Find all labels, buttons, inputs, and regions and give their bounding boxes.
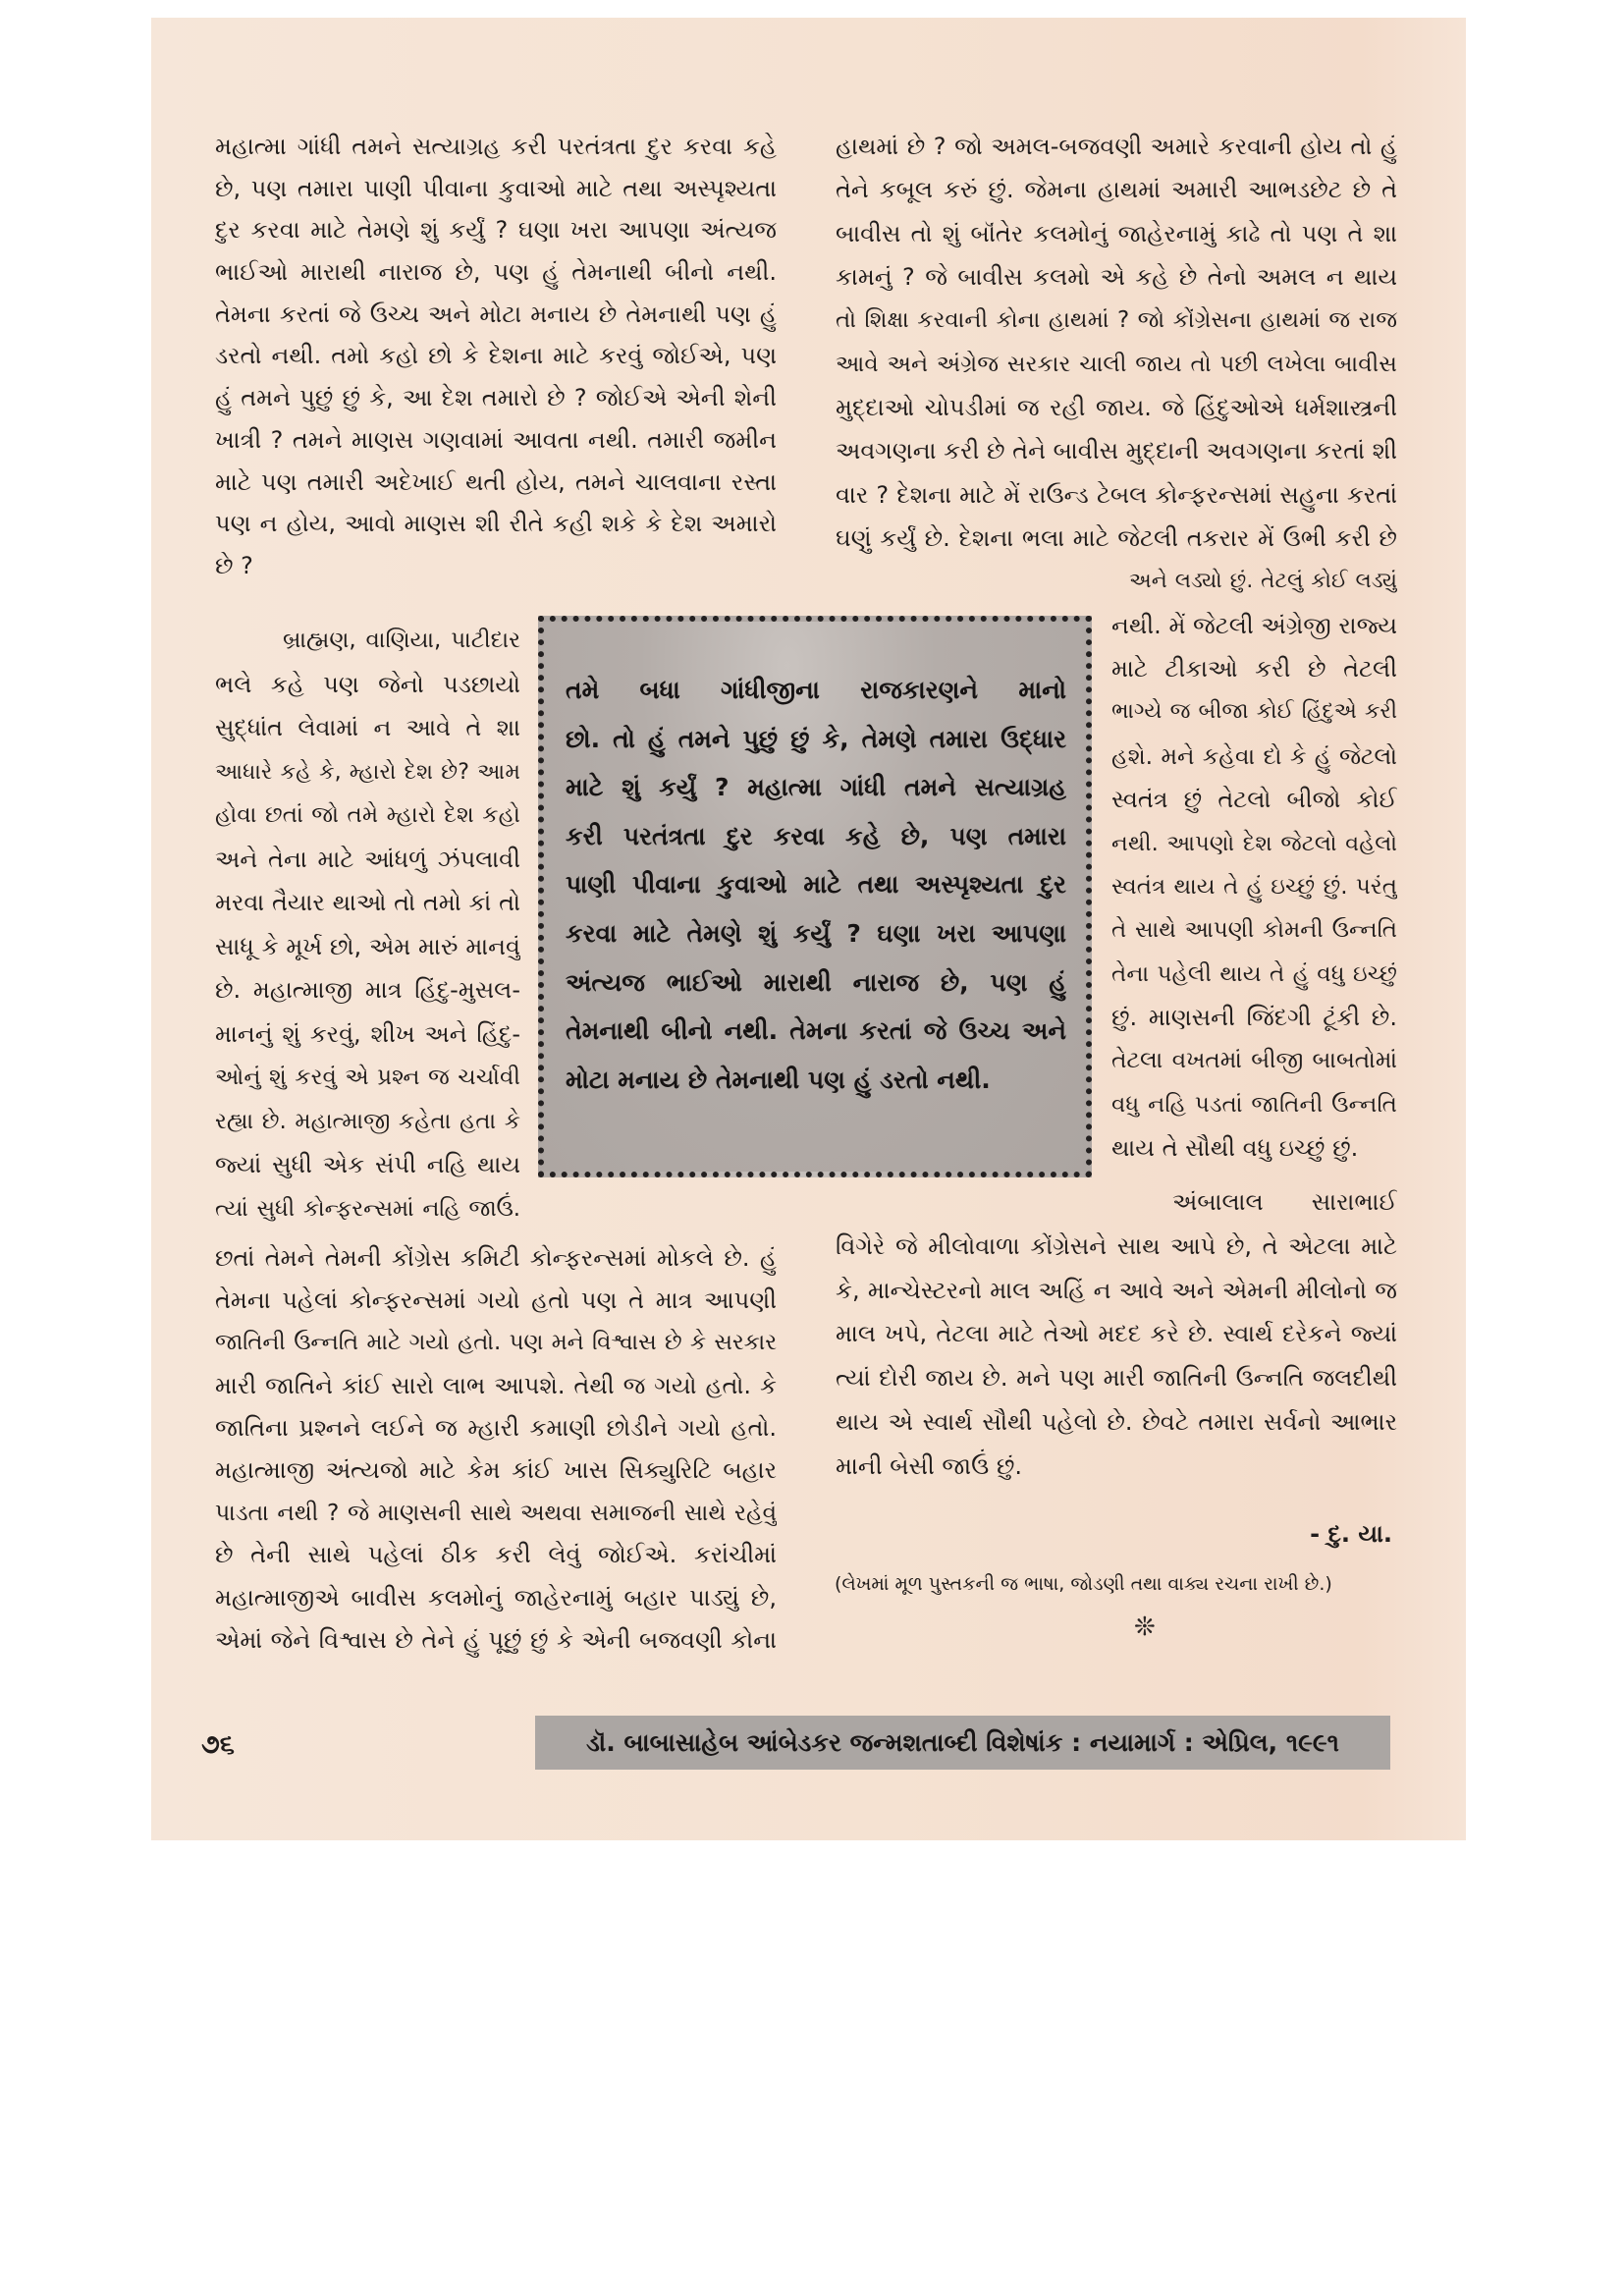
text-line: સ્વતંત્ર થાય તે હું ઇચ્છું છું. પરંતુ [1111, 873, 1397, 900]
text-line: આવે અને અંગ્રેજ સરકાર ચાલી જાય તો પછી લખેલા બાવીસ [836, 351, 1397, 377]
text-line: તે સાથે આપણી કોમની ઉન્નતિ [1111, 917, 1397, 944]
text-line: થાય તે સૌથી વધુ ઇચ્છું છું. [1111, 1133, 1359, 1162]
text-line: માટે ટીકાઓ કરી છે તેટલી [1111, 655, 1397, 683]
text-line: છતાં તેમને તેમની કોંગ્રેસ કમિટી કોન્ફરન્સમાં મોકલે છે. હું [215, 1244, 777, 1272]
text-line: તેટલા વખતમાં બીજી બાબતોમાં [1111, 1047, 1397, 1074]
text-line: છે ? [215, 551, 253, 579]
left-column-top [215, 126, 777, 587]
text-line: જાતિના પ્રશ્નને લઈને જ મ્હારી કમાણી છોડીને ગયો હતો. [215, 1413, 777, 1442]
text-line: મહાત્માજી અંત્યજો માટે કેમ કાંઈ ખાસ સિક્યુરિટિ બહાર [215, 1455, 777, 1484]
pull-quote-line: પાણી પીવાના કુવાઓ માટે તથા અસ્પૃશ્યતા દુર [566, 870, 1066, 900]
text-line: અને તેના માટે આંધળું ઝંપલાવી [215, 845, 520, 873]
pull-quote-line: કરી પરતંત્રતા દુર કરવા કહે છે, પણ તમારા [566, 821, 1066, 850]
text-line: એમાં જેને વિશ્વાસ છે તેને હું પૂછું છું કે એની બજવણી કોના [215, 1625, 777, 1654]
text-line: છે, પણ તમારા પાણી પીવાના કુવાઓ માટે તથા અસ્પૃશ્યતા [215, 174, 777, 202]
text-line: વધુ નહિ પડતાં જાતિની ઉન્નતિ [1111, 1091, 1397, 1118]
pull-quote-line: અંત્યજ ભાઈઓ મારાથી નારાજ છે, પણ હું [566, 967, 1066, 997]
pull-quote-line: મોટા મનાય છે તેમનાથી પણ હું ડરતો નથી. [566, 1065, 991, 1094]
text-line: હોવા છતાં જો તમે મ્હારો દેશ કહો [215, 801, 520, 828]
text-line: કે, માન્ચેસ્ટરનો માલ અહિં ન આવે અને એમની મીલોનો જ [836, 1276, 1397, 1304]
text-line: છે. મહાત્માજી માત્ર હિંદુ-મુસલ- [215, 976, 520, 1004]
text-line: હશે. મને કહેવા દો કે હું જેટલો [1111, 741, 1397, 770]
text-line: છું. માણસની જિંદગી ટૂંકી છે. [1111, 1003, 1397, 1031]
text-line: જાતિની ઉન્નતિ માટે ગયો હતો. પણ મને વિશ્વાસ છે કે સરકાર [215, 1330, 777, 1356]
pull-quote-line: કરવા માટે તેમણે શું કર્યું ? ઘણા ખરા આપણા [566, 918, 1066, 948]
text-line: અવગણના કરી છે તેને બાવીસ મુદ્દાની અવગણના કરતાં શી [836, 437, 1397, 465]
footer-bar [535, 1716, 1390, 1770]
text-line: મરવા તૈયાર થાઓ તો તમો કાં તો [215, 889, 520, 916]
text-line: ભાગ્યે જ બીજા કોઈ હિંદુએ કરી [1111, 699, 1397, 725]
text-line: બ્રાહ્મણ, વાણિયા, પાટીદાર [283, 628, 520, 653]
editorial-note: (લેખમાં મૂળ પુસ્તકની જ ભાષા, જોડણી તથા વાક્ય રચના રાખી છે.) [835, 1573, 1332, 1595]
pull-quote-line: તમે બધા ગાંધીજીના રાજકારણને માનો [566, 676, 1066, 704]
text-line: વાર ? દેશના માટે મેં રાઉન્ડ ટેબલ કોન્ફરન્સમાં સહુના કરતાં [836, 480, 1397, 509]
text-line: અને લડ્યો છું. તેટલું કોઈ લડ્યું [1129, 569, 1397, 594]
text-line: મહાત્માજીએ બાવીસ કલમોનું જાહેરનામું બહાર પાડ્યું છે, [215, 1583, 777, 1612]
right-column-top [836, 125, 1397, 1170]
text-line: સ્વતંત્ર છું તેટલો બીજો કોઈ [1111, 786, 1397, 814]
text-line: દુર કરવા માટે તેમણે શું કર્યું ? ઘણા ખરા આપણા અંત્યજ [215, 216, 777, 245]
text-line: જ્યાં સુધી એક સંપી નહિ થાય [215, 1151, 520, 1178]
text-line: સાધૂ કે મૂર્ખ છો, એમ મારું માનવું [215, 932, 520, 960]
running-title: ડૉ. બાબાસાહેબ આંબેડકર જન્મશતાબ્દી વિશેષાંક : નયામાર્ગ : એપ્રિલ, ૧૯૯૧ [586, 1728, 1339, 1757]
pull-quote-line: તેમનાથી બીનો નથી. તેમના કરતાં જે ઉચ્ચ અને [566, 1016, 1066, 1046]
text-line: ડરતો નથી. તમો કહો છો કે દેશના માટે કરવું જોઈએ, પણ [215, 342, 777, 370]
text-line: મારી જાતિને કાંઈ સારો લાભ આપશે. તેથી જ ગયો હતો. કે [215, 1371, 777, 1399]
text-line: તેમના કરતાં જે ઉચ્ચ અને મોટા મનાય છે તેમનાથી પણ હું [215, 300, 777, 328]
text-line: ખાત્રી ? તમને માણસ ગણવામાં આવતા નથી. તમારી જમીન [215, 425, 777, 454]
text-line: વિગેરે જે મીલોવાળા કોંગ્રેસને સાથ આપે છે, તે એટલા માટે [836, 1231, 1397, 1260]
right-column-bottom [836, 1180, 1397, 1489]
author-signature: - દુ. યા. [1310, 1520, 1392, 1548]
text-line: માનનું શું કરવું, શીખ અને હિંદુ- [215, 1019, 520, 1048]
text-line: હું તમને પુછું છું કે, આ દેશ તમારો છે ? જોઈએ એની શેની [215, 384, 777, 412]
text-line: નથી. આપણો દેશ જેટલો વહેલો [1111, 830, 1397, 856]
text-line: તેના પહેલી થાય તે હું વધુ ઇચ્છું [1111, 960, 1397, 987]
text-line: તો શિક્ષા કરવાની કોના હાથમાં ? જો કોંગ્રેસના હાથમાં જ રાજ [836, 307, 1397, 334]
text-line: પાડતા નથી ? જે માણસની સાથે અથવા સમાજની સાથે રહેવું [215, 1500, 777, 1527]
text-line: અંબાલાલ સારાભાઈ [1172, 1188, 1397, 1216]
text-line: મહાત્મા ગાંધી તમને સત્યાગ્રહ કરી પરતંત્રતા દુર કરવા કહે [215, 133, 777, 160]
text-line: છે તેની સાથે પહેલાં ઠીક કરી લેવું જોઈએ. કરાંચીમાં [215, 1541, 777, 1569]
page-number: ૭૬ [201, 1729, 235, 1760]
text-line: ત્યાં દોરી જાય છે. મને પણ મારી જાતિની ઉન્નતિ જલદીથી [836, 1364, 1397, 1393]
text-line: ઓનું શું કરવું એ પ્રશ્ન જ ચર્ચાવી [215, 1065, 520, 1090]
ornament-icon: ❊ [1134, 1613, 1156, 1642]
text-line: ત્યાં સુધી કોન્ફરન્સમાં નહિ જાઉં. [215, 1195, 520, 1222]
text-line: નથી. મેં જેટલી અંગ્રેજી રાજ્ય [1111, 611, 1397, 639]
pull-quote-line: છો. તો હું તમને પુછું છું કે, તેમણે તમારા ઉદ્ધાર [566, 724, 1066, 753]
text-line: કામનું ? જે બાવીસ કલમો એ કહે છે તેનો અમલ ન થાય [836, 263, 1397, 292]
text-line: તેને કબૂલ કરું છું. જેમના હાથમાં અમારી આભડછેટ છે તે [836, 176, 1397, 204]
text-line: રહ્યા છે. મહાત્માજી કહેતા હતા કે [215, 1108, 520, 1134]
text-line: હાથમાં છે ? જો અમલ-બજવણી અમારે કરવાની હોય તો હું [836, 133, 1397, 160]
text-line: બાવીસ તો શું બૉંતેર કલમોનું જાહેરનામું કાઢે તો પણ તે શા [836, 219, 1397, 247]
text-line: ભાઈઓ મારાથી નારાજ છે, પણ હું તેમનાથી બીનો નથી. [215, 258, 777, 287]
text-line: થાય એ સ્વાર્થ સૌથી પહેલો છે. છેવટે તમારા સર્વનો આભાર [836, 1407, 1397, 1436]
text-line: આધારે કહે કે, મ્હારો દેશ છે? આમ [215, 758, 520, 785]
text-line: ભલે કહે પણ જેનો પડછાયો [215, 670, 520, 698]
text-line: તેમના પહેલાં કોન્ફરન્સમાં ગયો હતો પણ તે માત્ર આપણી [215, 1286, 777, 1315]
text-line: મુદ્દાઓ ચોપડીમાં જ રહી જાય. જે હિંદુઓએ ધર્મશાસ્ત્રની [836, 394, 1397, 422]
left-column-narrow [215, 619, 520, 1230]
text-line: સુદ્ધાંત લેવામાં ન આવે તે શા [215, 714, 520, 741]
left-column-bottom [215, 1237, 777, 1662]
text-line: માલ ખપે, તેટલા માટે તેઓ મદદ કરે છે. સ્વાર્થ દરેકને જ્યાં [836, 1320, 1397, 1348]
text-line: માની બેસી જાઉં છું. [836, 1451, 1023, 1480]
pull-quote-line: માટે શું કર્યું ? મહાત્મા ગાંધી તમને સત્યાગ્રહ [566, 773, 1066, 802]
text-line: માટે પણ તમારી અદેખાઈ થતી હોય, તમને ચાલવાના રસ્તા [215, 467, 777, 496]
text-line: ઘણું કર્યું છે. દેશના ભલા માટે જેટલી તકરાર મેં ઉભી કરી છે [836, 524, 1397, 553]
text-line: પણ ન હોય, આવો માણસ શી રીતે કહી શકે કે દેશ અમારો [215, 510, 777, 538]
